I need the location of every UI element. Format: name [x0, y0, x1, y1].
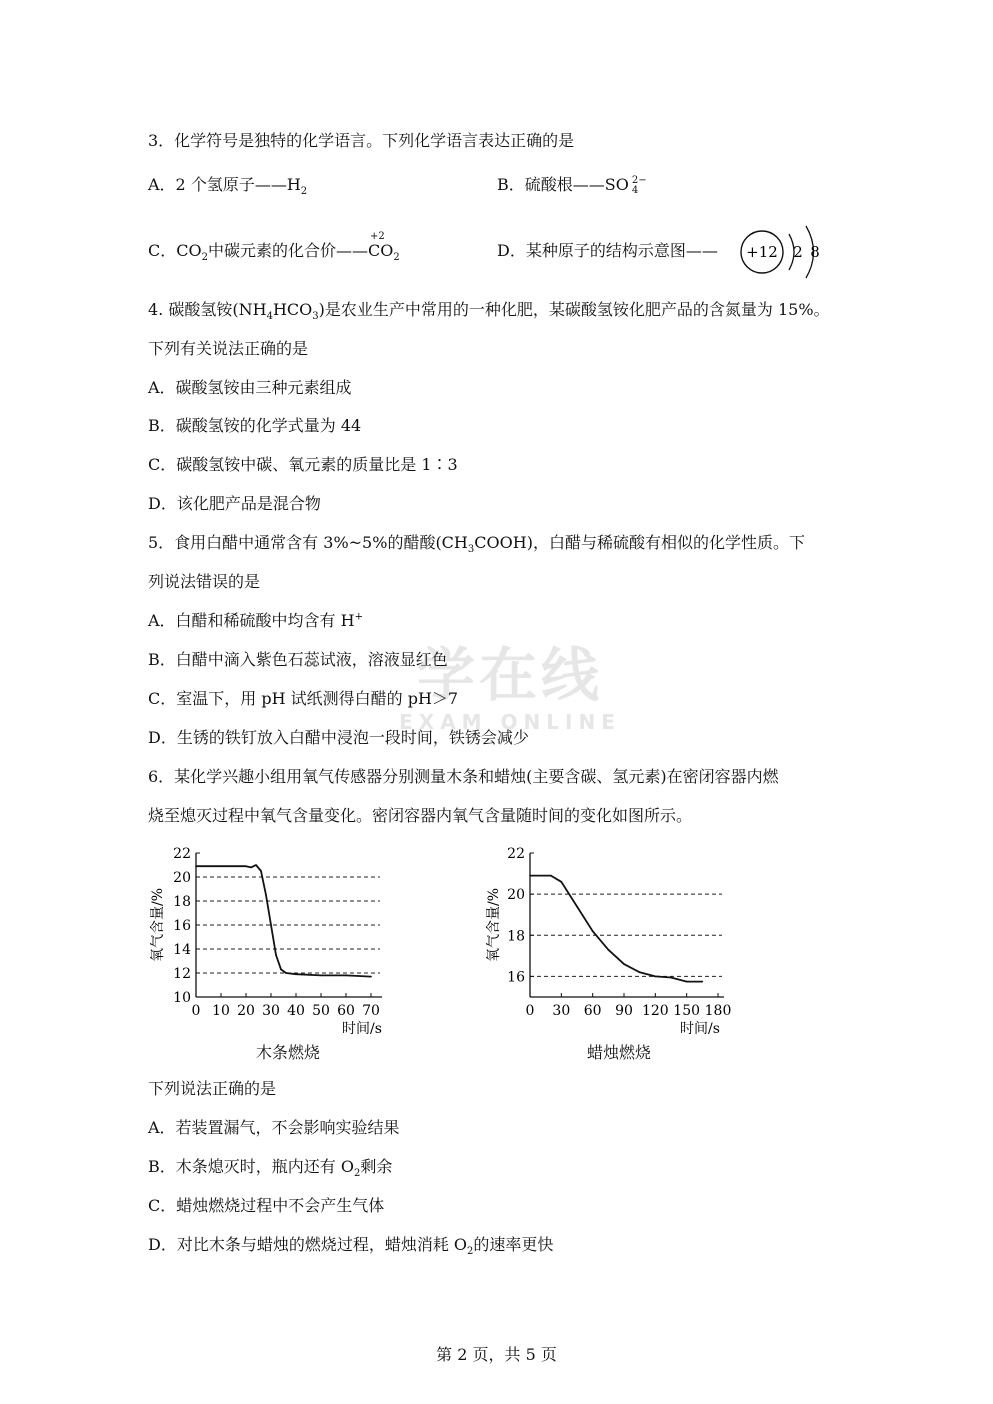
data-point	[345, 975, 347, 977]
q4-option-c: C．碳酸氢铵中碳、氧元素的质量比是 1∶3	[148, 455, 458, 474]
y-tick-label: 20	[507, 887, 525, 904]
y-tick-label: 18	[173, 894, 191, 910]
q5-option-b: B．白醋中滴入紫色石蕊试液，溶液显红色	[148, 650, 448, 669]
q4-option-a: A．碳酸氢铵由三种元素组成	[148, 378, 352, 397]
y-tick-label: 12	[173, 966, 191, 982]
data-point	[320, 975, 322, 977]
data-point	[550, 875, 552, 877]
q3-option-c: C．$CO_2$中碳元素的化合价—— +2 $CO_2$	[148, 231, 400, 264]
x-tick-label: 10	[212, 1003, 230, 1019]
chart-candle-caption: 蜡烛燃烧	[587, 1043, 652, 1062]
watermark-sub: EXAM ONLINE	[399, 710, 621, 734]
q3-option-b: B．硫酸根——SO 2− 4	[497, 174, 647, 196]
data-point	[370, 976, 372, 978]
q6-option-b: B．木条熄灭时，瓶内还有 $O_2$剩余	[148, 1157, 393, 1180]
x-tick-label: 60	[583, 1003, 602, 1019]
data-point	[529, 875, 531, 877]
data-point	[255, 864, 257, 866]
x-tick-label: 150	[673, 1003, 701, 1019]
data-point	[250, 867, 252, 869]
data-point	[265, 894, 267, 896]
data-point	[686, 981, 688, 983]
data-point	[576, 906, 578, 908]
data-point	[655, 976, 657, 978]
x-tick-label: 30	[552, 1003, 571, 1019]
q3-option-a: A．2 个氢原子$——H_2$	[148, 175, 308, 198]
y-tick-label: 18	[507, 928, 525, 945]
data-point	[702, 981, 704, 983]
x-tick-label: 70	[362, 1003, 380, 1019]
q5-stem-line1: 5．食用白醋中通常含有 3%~5%的醋酸$(CH_3COOH)$，白醋与稀硫酸有相似的化学性质。下	[148, 533, 805, 556]
x-tick-label: 0	[525, 1003, 535, 1019]
y-tick-label: 20	[173, 870, 191, 886]
q5-stem-line2: 列说法错误的是	[148, 572, 261, 591]
atom-structure-diagram	[735, 222, 835, 282]
data-point	[280, 969, 282, 971]
data-point	[245, 865, 247, 867]
y-tick-label: 10	[173, 990, 191, 1006]
data-point	[275, 954, 277, 956]
data-point	[195, 865, 197, 867]
q4-stem-line1: 4. 碳酸氢铵$(NH_4HCO_3)$是农业生产中常用的一种化肥，某碳酸氢铵化肥产品的含氮量为 15%。	[148, 300, 830, 323]
x-tick-label: 50	[312, 1003, 330, 1019]
x-tick-label: 30	[262, 1003, 280, 1019]
atom-shell-2-label: 8	[810, 243, 820, 261]
x-tick-label: 40	[287, 1003, 305, 1019]
data-point	[260, 870, 262, 872]
x-axis-label: 时间/s	[680, 1021, 720, 1037]
data-point	[220, 865, 222, 867]
data-point	[623, 963, 625, 965]
q5-option-a: A．白醋和稀硫酸中均含有 H+	[148, 611, 363, 630]
q6-option-a: A．若装置漏气，不会影响实验结果	[148, 1118, 400, 1137]
page-footer: 第 2 页，共 5 页	[436, 1345, 557, 1364]
x-tick-label: 90	[615, 1003, 633, 1019]
q6-option-d: D．对比木条与蜡烛的燃烧过程，蜡烛消耗 $O_2$的速率更快	[148, 1235, 554, 1258]
y-tick-label: 14	[173, 942, 191, 958]
data-point	[295, 973, 297, 975]
y-tick-label: 22	[173, 846, 191, 862]
q6-stem-line1: 6．某化学兴趣小组用氧气传感器分别测量木条和蜡烛(主要含碳、氢元素)在密闭容器内燃	[148, 767, 779, 786]
y-tick-label: 16	[173, 918, 191, 934]
data-point	[608, 949, 610, 951]
q6-option-c: C．蜡烛燃烧过程中不会产生气体	[148, 1196, 385, 1215]
data-point	[285, 972, 287, 974]
series-line-oxygen	[530, 876, 702, 982]
q3-option-d: D．某种原子的结构示意图——	[497, 241, 718, 260]
q4-option-d: D．该化肥产品是混合物	[148, 494, 321, 513]
chart-candle-burning	[480, 840, 750, 1040]
y-axis-label: 氧气含量/%	[150, 887, 166, 963]
chart-wood-burning	[140, 840, 400, 1040]
q4-stem-line2: 下列有关说法正确的是	[148, 339, 309, 358]
x-axis-label: 时间/s	[342, 1021, 382, 1037]
data-point	[270, 924, 272, 926]
data-point	[670, 977, 672, 979]
data-point	[639, 972, 641, 974]
x-tick-label: 60	[337, 1003, 355, 1019]
data-point	[561, 881, 563, 883]
q6-after-stem: 下列说法正确的是	[148, 1079, 277, 1098]
y-axis-label: 氧气含量/%	[486, 887, 502, 963]
series-line-oxygen	[196, 865, 371, 977]
q5-option-c: C．室温下，用 pH 试纸测得白醋的 pH＞7	[148, 689, 459, 708]
x-tick-label: 120	[641, 1003, 669, 1019]
atom-nucleus-label: +12	[746, 243, 778, 261]
y-tick-label: 22	[507, 846, 525, 862]
atom-shell-1-label: 2	[793, 243, 803, 261]
watermark-main: 学在线	[416, 641, 603, 709]
chart-wood-caption: 木条燃烧	[256, 1043, 321, 1062]
x-tick-label: 0	[191, 1003, 201, 1019]
y-tick-label: 16	[507, 969, 525, 986]
q5-option-d: D．生锈的铁钉放入白醋中浸泡一段时间，铁锈会减少	[148, 728, 529, 747]
q6-stem-line2: 烧至熄灭过程中氧气含量变化。密闭容器内氧气含量随时间的变化如图所示。	[148, 806, 693, 825]
x-tick-label: 20	[237, 1003, 255, 1019]
data-point	[592, 930, 594, 932]
q3-stem: 3．化学符号是独特的化学语言。下列化学语言表达正确的是	[148, 131, 575, 150]
x-tick-label: 180	[704, 1003, 732, 1019]
q4-option-b: B．碳酸氢铵的化学式量为 44	[148, 416, 362, 435]
